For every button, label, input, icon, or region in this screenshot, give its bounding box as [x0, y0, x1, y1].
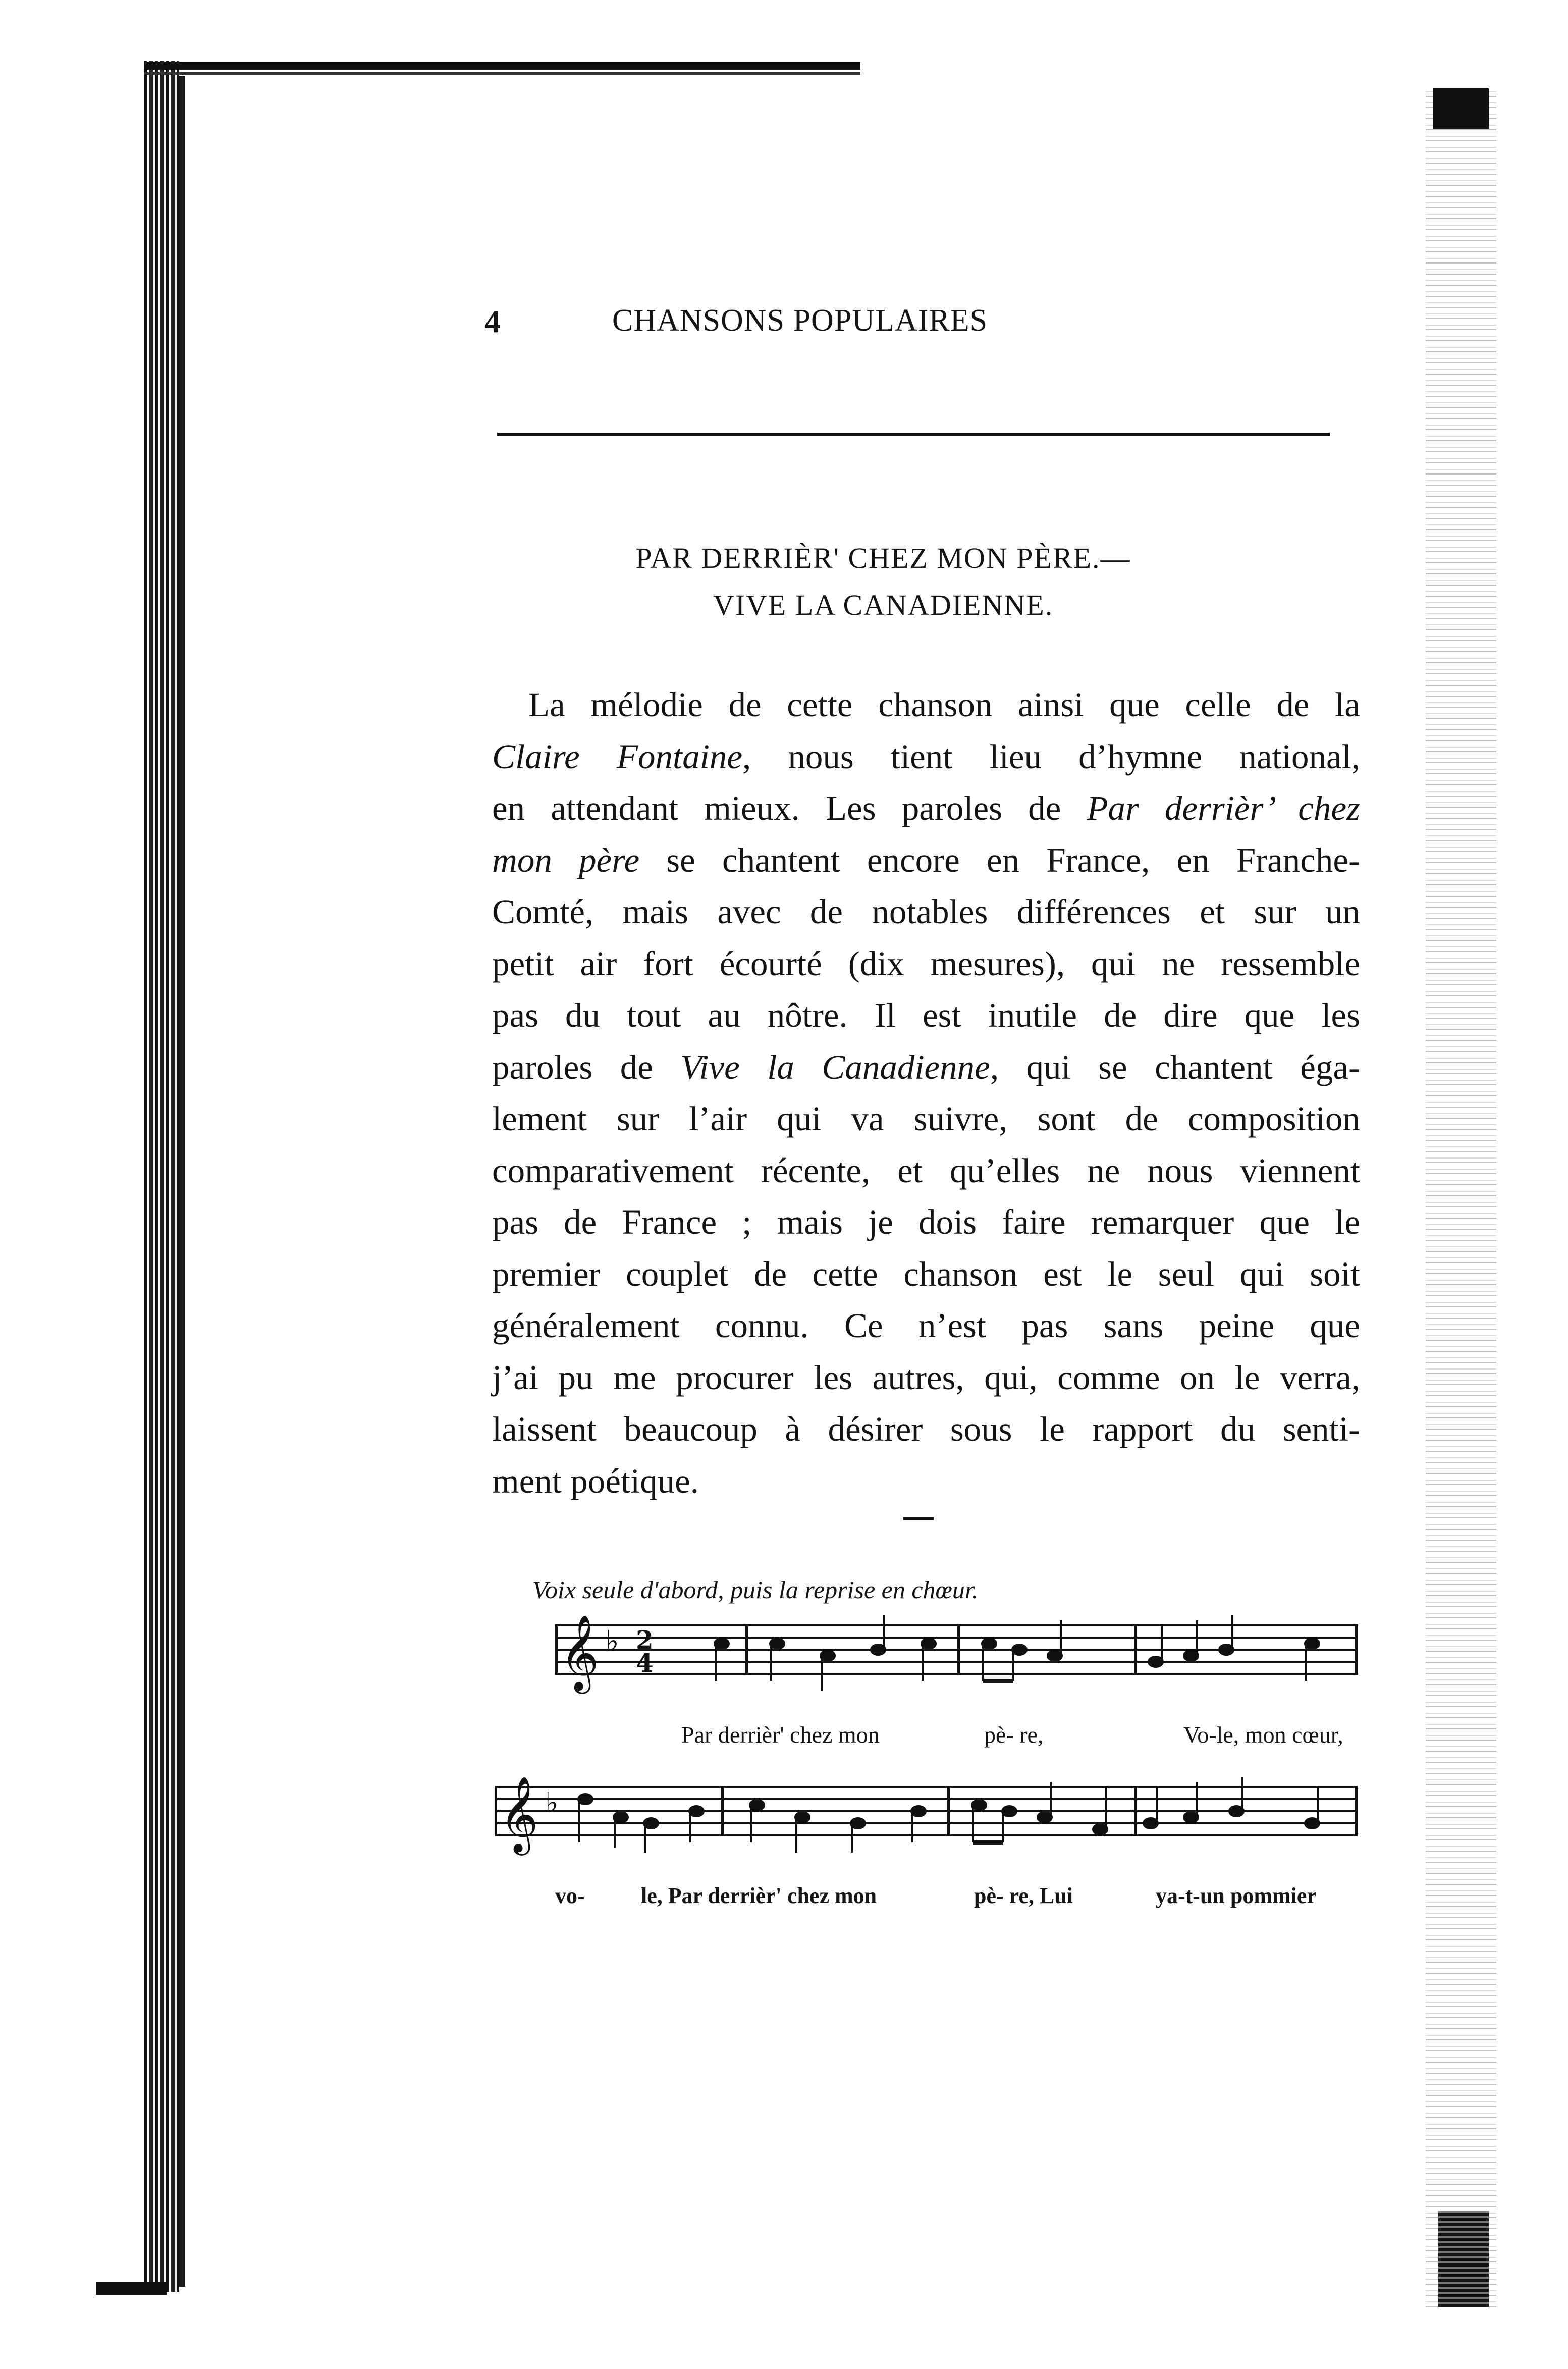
lyrics-2-a: vo-: [555, 1883, 585, 1908]
paragraph-line: généralement connu. Ce n’est pas sans peine que: [492, 1306, 1360, 1345]
music-staff-system-2: [495, 1777, 1363, 1878]
running-title: CHANSONS POPULAIRES: [612, 303, 988, 338]
time-signature: 2: [636, 1625, 654, 1655]
header-rule: [497, 433, 1330, 436]
section-dash: [903, 1517, 934, 1520]
lyrics-1-a: Par derrièr' chez mon: [681, 1722, 880, 1748]
song-title-line-1: PAR DERRIÈR' CHEZ MON PÈRE.—: [635, 542, 1131, 574]
paragraph-line: comparativement récente, et qu’elles ne nous viennent: [492, 1151, 1360, 1190]
lyrics-2-b: le, Par derrièr' chez mon: [641, 1883, 877, 1908]
right-edge-mark-bottom: [1438, 2211, 1489, 2307]
paragraph-line: petit air fort écourté (dix mesures), qui ne ressemble: [492, 944, 1360, 983]
lyrics-1-c: Vo-le, mon cœur,: [1183, 1722, 1343, 1748]
top-border-rule: [144, 62, 860, 70]
paragraph-line: pas du tout au nôtre. Il est inutile de dire que les: [492, 996, 1360, 1034]
right-page-edge: [1426, 86, 1496, 2307]
lyrics-1-b: pè- re,: [984, 1722, 1044, 1748]
right-edge-mark-top: [1433, 88, 1489, 129]
paragraph-line: Claire Fontaine, nous tient lieu d’hymne national,: [492, 737, 1360, 776]
bottom-corner-mark: [96, 2282, 167, 2295]
flat-sign-icon: ♭: [545, 1786, 559, 1819]
paragraph-line: La mélodie de cette chanson ainsi que celle de la: [528, 686, 1360, 724]
svg-text:4: 4: [636, 1648, 654, 1678]
song-title-line-2: VIVE LA CANADIENNE.: [713, 589, 1054, 621]
paragraph-line: Comté, mais avec de notables différences et sur un: [492, 892, 1360, 931]
flat-sign-icon: ♭: [606, 1625, 619, 1658]
paragraph-line: lement sur l’air qui va suivre, sont de composition: [492, 1099, 1360, 1138]
paragraph-line: pas de France ; mais je dois faire remarquer que le: [492, 1203, 1360, 1241]
treble-clef-icon: 𝄞: [500, 1777, 538, 1852]
paragraph-line: laissent beaucoup à désirer sous le rapport du senti-: [492, 1410, 1360, 1448]
paragraph-line: j’ai pu me procurer les autres, qui, comme on le verra,: [492, 1358, 1360, 1397]
paragraph-line: ment poétique.: [492, 1461, 699, 1500]
paragraph-line: premier couplet de cette chanson est le seul qui soit: [492, 1254, 1360, 1293]
top-border-rule-thin: [144, 72, 860, 75]
tempo-marking: Voix seule d'abord, puis la reprise en chœur.: [532, 1575, 979, 1604]
intro-paragraph: [492, 679, 1360, 1507]
lyrics-2-c: pè- re, Lui: [974, 1883, 1073, 1908]
paragraph-line: paroles de Vive la Canadienne, qui se chantent éga-: [492, 1047, 1361, 1086]
paragraph-line: en attendant mieux. Les paroles de Par derrièr’ chez: [492, 789, 1360, 827]
book-spine-edge: [144, 61, 179, 2292]
lyrics-2-d: ya-t-un pommier: [1156, 1883, 1317, 1908]
page-number: 4: [484, 303, 501, 339]
treble-clef-icon: 𝄞: [560, 1615, 599, 1691]
book-spine-line: [179, 76, 185, 2287]
paragraph-line: mon père se chantent encore en France, en Franche-: [492, 840, 1360, 879]
music-staff-system-1: [555, 1615, 1363, 1716]
